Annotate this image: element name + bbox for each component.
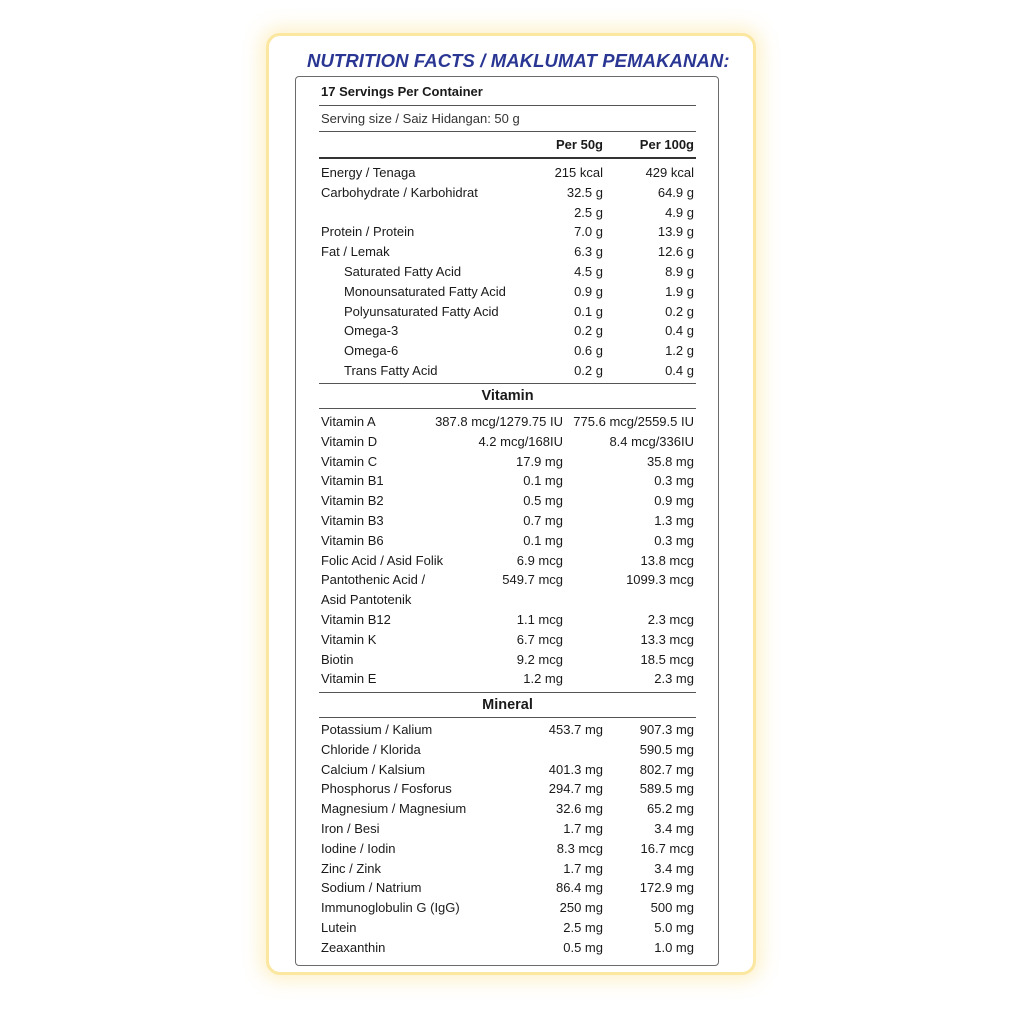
mineral-per-100g: 5.0 mg: [654, 920, 694, 935]
nutrient-name: Protein / Protein: [321, 224, 415, 240]
vitamin-per-100g: 8.4 mcg/336IU: [609, 433, 694, 449]
nutrient-per-100g: 429 kcal: [645, 165, 694, 180]
vitamin-name: Vitamin E: [321, 671, 377, 687]
vitamin-name: Folic Acid / Asid Folik: [321, 552, 444, 568]
nutrient-name: Omega-3: [344, 323, 399, 339]
mineral-name: Zinc / Zink: [321, 860, 381, 876]
mineral-per-50g: 86.4 mg: [556, 880, 603, 896]
vitamin-per-100g: 2.3 mg: [654, 671, 694, 687]
nutrient-per-100g: 1.9 g: [665, 283, 694, 299]
mineral-name: Magnesium / Magnesium: [321, 801, 467, 817]
vitamin-name: Vitamin B1: [321, 473, 384, 489]
column-header-per-100g: Per 100g: [639, 137, 694, 152]
mineral-per-50g: 32.6 mg: [556, 801, 603, 817]
nutrient-name: Omega-6: [344, 343, 399, 359]
vitamin-per-50g: 6.7 mcg: [516, 631, 563, 647]
column-header-per-50g: Per 50g: [556, 137, 603, 152]
vitamin-per-50g: 17.9 mg: [516, 453, 563, 469]
serving-size: Serving size / Saiz Hidangan: 50 g: [321, 111, 520, 126]
vitamin-per-100g: 13.8 mcg: [640, 552, 694, 568]
nutrient-per-100g: 8.9 g: [665, 264, 694, 279]
mineral-name: Sodium / Natrium: [321, 880, 422, 896]
vitamin-per-100g: 18.5 mcg: [640, 651, 694, 667]
vitamin-per-100g: 0.3 mg: [654, 532, 694, 548]
vitamin-name-line2: Asid Pantotenik: [321, 592, 412, 608]
vitamin-per-100g: 1.3 mg: [654, 513, 694, 528]
vitamin-name: Vitamin A: [321, 414, 376, 429]
servings-per-container: 17 Servings Per Container: [321, 84, 483, 99]
nutrient-per-100g: 64.9 g: [657, 184, 694, 200]
nutrient-per-50g: 32.5 g: [566, 184, 603, 200]
vitamin-per-50g: 4.2 mcg/168IU: [478, 433, 563, 449]
vitamin-per-100g: 13.3 mcg: [640, 631, 694, 647]
mineral-per-100g: 589.5 mg: [639, 781, 694, 797]
nutrient-per-50g: 7.0 g: [574, 224, 603, 240]
mineral-name: Iodine / Iodin: [321, 840, 396, 856]
mineral-per-50g: 2.5 mg: [563, 920, 603, 935]
vitamin-per-50g: 1.2 mg: [523, 671, 563, 687]
vitamin-per-100g: 2.3 mcg: [647, 612, 694, 627]
mineral-per-50g: 453.7 mg: [548, 722, 603, 737]
nutrient-per-100g: 12.6 g: [657, 244, 694, 260]
vitamin-name: Vitamin B6: [321, 532, 384, 548]
nutrient-per-50g: 0.1 g: [574, 303, 603, 319]
divider: [319, 408, 696, 409]
mineral-per-50g: 294.7 mg: [548, 781, 603, 797]
nutrient-per-50g: 0.2 g: [574, 363, 603, 378]
section-title-mineral: Mineral: [482, 697, 533, 713]
mineral-name: Calcium / Kalsium: [321, 761, 426, 777]
vitamin-per-50g: 0.7 mg: [523, 513, 563, 528]
nutrient-per-100g: 0.4 g: [665, 323, 694, 339]
divider: [319, 717, 696, 718]
mineral-name: Phosphorus / Fosforus: [321, 781, 452, 797]
mineral-per-100g: 1.0 mg: [654, 939, 694, 955]
vitamin-per-100g: 0.9 mg: [654, 493, 694, 509]
nutrient-per-50g: 4.5 g: [574, 264, 603, 279]
mineral-per-50g: 401.3 mg: [548, 761, 603, 777]
mineral-per-50g: 0.5 mg: [563, 939, 603, 955]
vitamin-per-100g: 35.8 mg: [647, 453, 694, 469]
mineral-name: Chloride / Klorida: [321, 741, 421, 757]
nutrient-name: Monounsaturated Fatty Acid: [344, 283, 506, 299]
vitamin-name: Biotin: [321, 651, 354, 667]
mineral-per-100g: 65.2 mg: [647, 801, 694, 817]
vitamin-name: Vitamin K: [321, 631, 377, 647]
mineral-per-100g: 16.7 mcg: [640, 840, 694, 856]
heading-text: NUTRITION FACTS / MAKLUMAT PEMAKANAN: [307, 50, 724, 71]
vitamin-name: Vitamin B3: [321, 513, 384, 528]
vitamin-per-50g: 387.8 mcg/1279.75 IU: [435, 414, 563, 429]
divider: [319, 383, 696, 384]
nutrient-per-50g: 0.2 g: [574, 323, 603, 339]
mineral-per-50g: 1.7 mg: [563, 821, 603, 836]
nutrient-per-100g: 0.2 g: [665, 303, 694, 319]
nutrient-name: Saturated Fatty Acid: [344, 264, 462, 279]
vitamin-per-100g: 775.6 mcg/2559.5 IU: [573, 414, 694, 429]
nutrient-name: Trans Fatty Acid: [344, 363, 438, 378]
mineral-name: Zeaxanthin: [321, 939, 386, 955]
mineral-per-100g: 3.4 mg: [654, 821, 694, 836]
nutrient-per-50g: 215 kcal: [554, 165, 603, 180]
mineral-name: Lutein: [321, 920, 357, 935]
divider: [319, 692, 696, 693]
vitamin-name: Vitamin B12: [321, 612, 391, 627]
vitamin-per-100g: 0.3 mg: [654, 473, 694, 489]
mineral-name: Immunoglobulin G (IgG): [321, 900, 460, 916]
vitamin-name: Vitamin C: [321, 453, 378, 469]
mineral-per-50g: 250 mg: [559, 900, 603, 916]
nutrient-name: Fat / Lemak: [321, 244, 390, 260]
vitamin-per-100g: 1099.3 mcg: [626, 572, 694, 588]
mineral-per-50g: 1.7 mg: [563, 860, 603, 876]
divider: [319, 131, 696, 132]
nutrient-per-100g: 1.2 g: [665, 343, 694, 359]
nutrient-per-50g: 0.9 g: [574, 283, 603, 299]
vitamin-name: Vitamin B2: [321, 493, 384, 509]
nutrient-per-100g: 4.9 g: [665, 204, 694, 220]
mineral-per-50g: 8.3 mcg: [556, 840, 603, 856]
vitamin-per-50g: 549.7 mcg: [502, 572, 563, 588]
mineral-per-100g: 500 mg: [650, 900, 694, 916]
mineral-per-100g: 172.9 mg: [639, 880, 694, 896]
section-title-vitamin: Vitamin: [481, 388, 534, 404]
vitamin-per-50g: 0.1 mg: [523, 473, 563, 489]
nutrient-per-100g: 0.4 g: [665, 363, 694, 378]
nutrient-per-50g: 2.5 g: [574, 204, 603, 220]
nutrient-name: Polyunsaturated Fatty Acid: [344, 303, 499, 319]
mineral-per-100g: 3.4 mg: [654, 860, 694, 876]
vitamin-name: Vitamin D: [321, 433, 378, 449]
vitamin-per-50g: 1.1 mcg: [516, 612, 563, 627]
vitamin-name: Pantothenic Acid /: [321, 572, 426, 588]
nutrient-per-50g: 6.3 g: [574, 244, 603, 260]
vitamin-per-50g: 9.2 mcg: [516, 651, 563, 667]
mineral-per-100g: 802.7 mg: [639, 761, 694, 777]
divider-thick: [319, 157, 696, 159]
nutrition-heading: [307, 50, 730, 72]
nutrient-name: Carbohydrate / Karbohidrat: [321, 184, 478, 200]
nutrient-per-50g: 0.6 g: [574, 343, 603, 359]
vitamin-per-50g: 6.9 mcg: [516, 552, 563, 568]
mineral-per-100g: 907.3 mg: [639, 722, 694, 737]
nutrient-name: Energy / Tenaga: [321, 165, 416, 180]
mineral-name: Potassium / Kalium: [321, 722, 433, 737]
nutrient-per-100g: 13.9 g: [657, 224, 694, 240]
mineral-per-100g: 590.5 mg: [639, 741, 694, 757]
mineral-name: Iron / Besi: [321, 821, 380, 836]
heading-colon: :: [723, 50, 730, 71]
vitamin-per-50g: 0.1 mg: [523, 532, 563, 548]
divider: [319, 105, 696, 106]
vitamin-per-50g: 0.5 mg: [523, 493, 563, 509]
